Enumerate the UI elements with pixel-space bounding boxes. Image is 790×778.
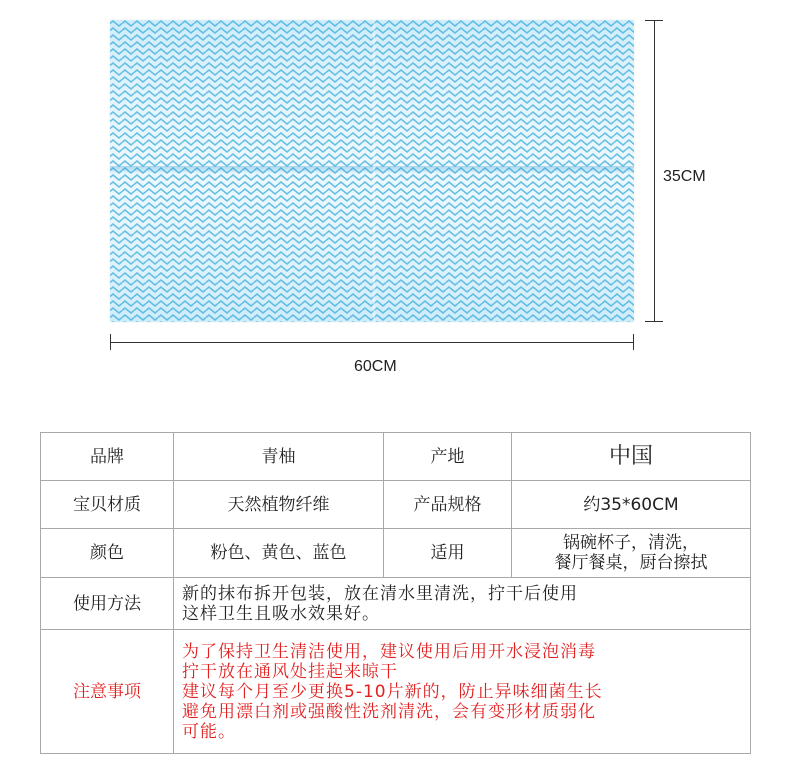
width-dimension-cap-left [110,334,111,350]
brand-value: 青柚 [174,433,384,481]
color-label: 颜色 [41,529,174,578]
notice-line: 避免用漂白剂或强酸性洗剂清洗，会有变形材质弱化 [182,701,596,722]
fold-crease-vertical [372,20,376,322]
cleaning-cloth-image [110,20,634,322]
notice-line: 可能。 [182,721,236,742]
method-label: 使用方法 [41,578,174,630]
method-line: 新的抹布拆开包装，放在清水里清洗，拧干后使用 [182,583,578,604]
usage-value [512,529,751,578]
material-value: 天然植物纤维 [174,481,384,529]
notice-value [174,630,751,754]
table-row [41,481,751,529]
notice-label: 注意事项 [41,630,174,754]
usage-line: 餐厅餐桌，厨台擦拭 [554,553,708,573]
size-label: 产品规格 [384,481,512,529]
height-dimension-cap-top [645,20,663,21]
method-value [174,578,751,630]
origin-label: 产地 [384,433,512,481]
notice-line: 建议每个月至少更换5-10片新的，防止异味细菌生长 [182,681,603,702]
width-dimension-label: 60CM [354,358,397,375]
table-row [41,578,751,630]
height-dimension-cap-bottom [645,321,663,322]
width-dimension-line [110,342,634,343]
size-value: 约35*60CM [512,481,751,529]
width-dimension-cap-right [633,334,634,350]
notice-line: 为了保持卫生清洁使用，建议使用后用开水浸泡消毒 [182,641,596,662]
height-dimension-line [654,20,655,322]
brand-label: 品牌 [41,433,174,481]
usage-line: 锅碗杯子，清洗， [563,533,699,553]
table-row [41,630,751,754]
notice-line: 拧干放在通风处挂起来晾干 [182,661,398,682]
product-spec-table [40,432,751,754]
material-label: 宝贝材质 [41,481,174,529]
usage-label: 适用 [384,529,512,578]
height-dimension-label: 35CM [663,168,706,185]
color-value: 粉色、黄色、蓝色 [174,529,384,578]
origin-value: 中国 [512,433,751,481]
method-line: 这样卫生且吸水效果好。 [182,603,380,624]
table-row [41,433,751,481]
table-row [41,529,751,578]
